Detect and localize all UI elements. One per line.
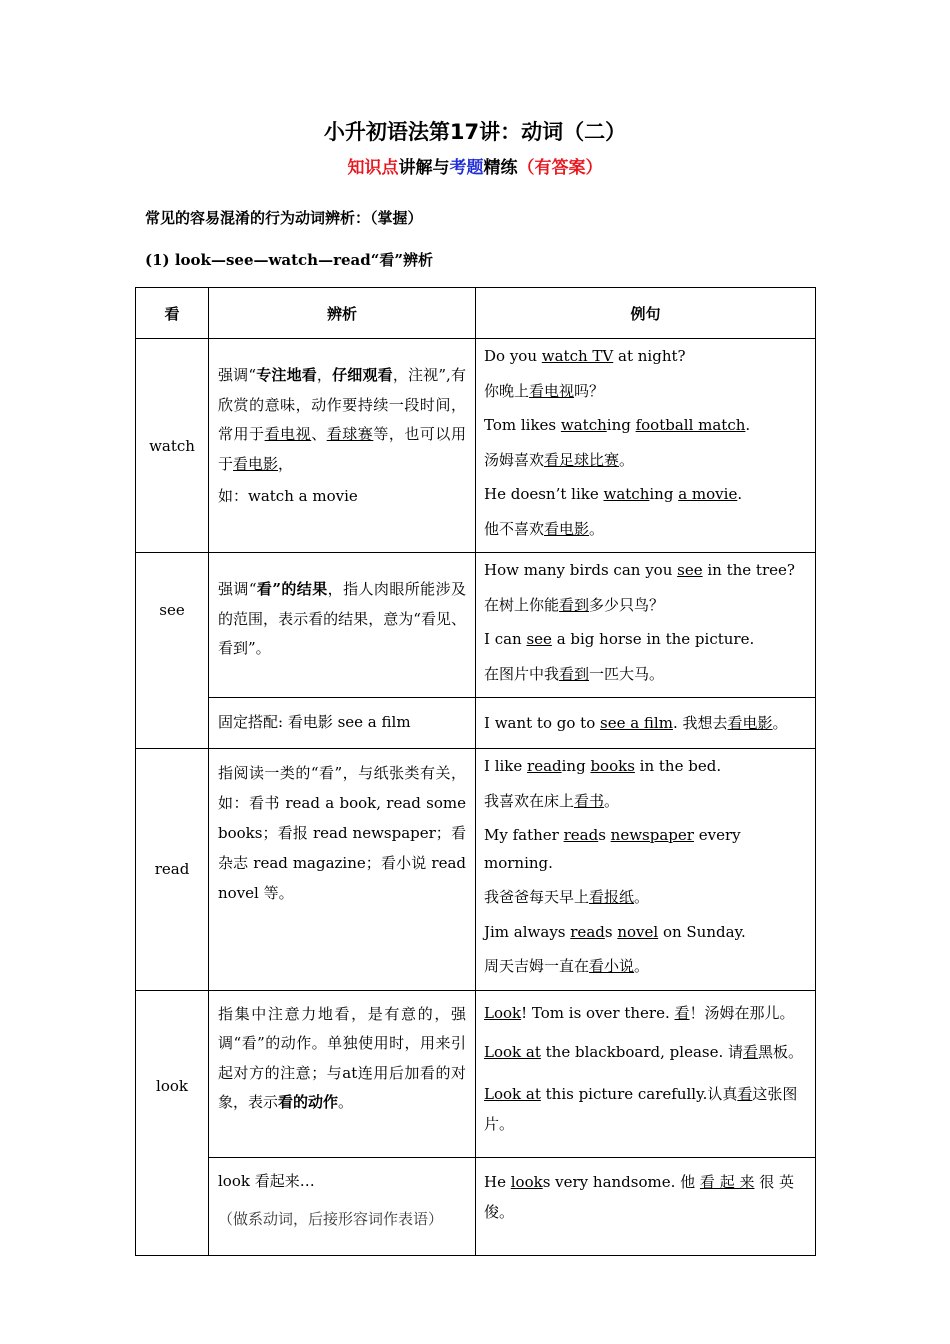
fixed-collocation-see: 固定搭配: 看电影 see a film xyxy=(209,698,476,749)
examples-read: I like reading books in the bed. 我喜欢在床上看书。 My father reads newspaper every morning. 我爸爸每天早上看报纸。 Jim always reads novel on Sunday. 周天吉姆一直在看小说。 xyxy=(476,749,816,991)
header-look: 看 xyxy=(136,288,209,339)
linking-example-look: He looks very handsome. 他 看 起 来 很 英俊。 xyxy=(476,1157,816,1255)
table-row xyxy=(136,698,816,749)
fixed-example-see: I want to go to see a film. 我想去看电影。 xyxy=(476,698,816,749)
section-heading: 常见的容易混淆的行为动词辨析：（掌握） xyxy=(145,209,423,227)
section-subheading: (1) look—see—watch—read“看”辨析 xyxy=(145,251,433,269)
subtitle-part: 考题 xyxy=(449,158,484,178)
table-row xyxy=(136,1157,816,1255)
table-row xyxy=(136,553,816,698)
word-read: read xyxy=(136,749,209,991)
page-subtitle xyxy=(0,153,950,178)
subtitle-part: （有答案） xyxy=(517,158,603,178)
analysis-watch: 强调“专注地看，仔细观看，注视”,有欣赏的意味，动作要持续一段时间，常用于看电视、看球赛等，也可以用于看电影， 如：watch a movie xyxy=(209,339,476,553)
comparison-table xyxy=(135,287,816,1256)
examples-watch: Do you watch TV at night? 你晚上看电视吗？ Tom likes watching football match. 汤姆喜欢看足球比赛。 He doesn’t like watching a movie. 他不喜欢看电影。 xyxy=(476,339,816,553)
header-example: 例句 xyxy=(476,288,816,339)
word-watch: watch xyxy=(136,339,209,553)
word-see: see xyxy=(136,553,209,749)
subtitle-part: 精练 xyxy=(483,158,518,178)
subtitle-part: 知识点 xyxy=(347,158,399,178)
page-title: 小升初语法第17讲：动词（二） xyxy=(323,120,627,144)
analysis-read: 指阅读一类的“看”，与纸张类有关，如：看书 read a book, read some books；看报 read newspaper；看杂志 read magazine；看小说 read novel 等。 xyxy=(209,749,476,991)
analysis-look: 指集中注意力地看，是有意的，强调“看”的动作。单独使用时，用来引起对方的注意；与at连用后加看的对象，表示看的动作。 xyxy=(209,990,476,1157)
subtitle-part: 讲解与 xyxy=(398,158,450,178)
word-look: look xyxy=(136,990,209,1255)
linking-verb-look: look 看起来… （做系动词，后接形容词作表语） xyxy=(209,1157,476,1255)
header-analysis: 辨析 xyxy=(209,288,476,339)
table-row xyxy=(136,749,816,991)
examples-look: Look! Tom is over there. 看！汤姆在那儿。 Look at the blackboard, please. 请看黑板。 Look at this picture carefully.认真看这张图片。 xyxy=(476,990,816,1157)
table-row xyxy=(136,990,816,1157)
analysis-see: 强调“看”的结果，指人肉眼所能涉及的范围，表示看的结果，意为“看见、看到”。 xyxy=(209,553,476,698)
table-row xyxy=(136,339,816,553)
examples-see: How many birds can you see in the tree? 在树上你能看到多少只鸟？ I can see a big horse in the picture. 在图片中我看到一匹大马。 xyxy=(476,553,816,698)
table-header-row xyxy=(136,288,816,339)
